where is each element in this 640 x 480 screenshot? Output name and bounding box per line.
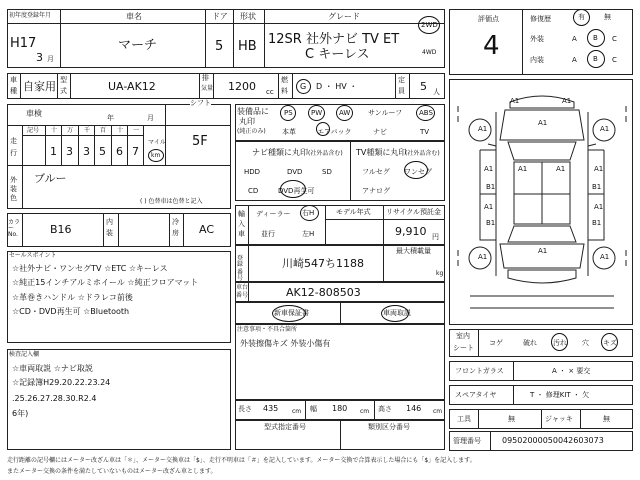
month-unit: 月 xyxy=(47,55,54,63)
damage-mark: A1 xyxy=(594,165,604,173)
tv-title: TV種類に丸印 xyxy=(356,148,407,157)
category-label: 類別区分番号 xyxy=(368,423,410,431)
displacement-value: 1200 xyxy=(228,80,256,93)
airbag-circle xyxy=(316,122,330,136)
drive-2wd: 2WD xyxy=(421,21,438,29)
damage-mark: B1 xyxy=(486,219,496,227)
equipment-title1: 装備品に xyxy=(237,107,269,116)
equip-abs: ABS xyxy=(419,109,433,117)
grade-line2: C キーレス xyxy=(305,47,370,62)
unit-km: km xyxy=(151,152,161,159)
equip-sunroof: サンルーフ xyxy=(368,109,403,117)
car-diagram xyxy=(449,79,633,325)
car-outline xyxy=(450,80,634,326)
damage-mark: A1 xyxy=(594,203,604,211)
seat-opt-tear: 破れ xyxy=(523,339,537,347)
length-value: 435 xyxy=(263,404,279,413)
damage-mark: B1 xyxy=(592,219,602,227)
seat-opt-scratch: キズ xyxy=(603,339,617,347)
mileage-digit: 6 xyxy=(116,145,123,158)
fuel-label1: 燃 xyxy=(281,76,288,84)
first-reg-label: 初年度登録年月 xyxy=(9,12,52,19)
use-value: 自家用 xyxy=(23,80,56,93)
seat-label2: シート xyxy=(453,344,474,352)
glass-value: A ・ × 要交 xyxy=(552,367,591,375)
capacity-value: 5 xyxy=(420,80,427,93)
mileage-digit: 3 xyxy=(66,145,73,158)
tools-value: 無 xyxy=(508,415,515,423)
sales-point-line: ☆CD・DVD再生可 ☆Bluetooth xyxy=(12,307,130,316)
exterior-grade-c: C xyxy=(612,35,617,43)
grade-label: グレード xyxy=(328,12,360,21)
repair-yes: 有 xyxy=(578,13,585,21)
damage-mark: A1 xyxy=(538,119,548,127)
damage-mark: A1 xyxy=(510,97,520,105)
damage-mark: A1 xyxy=(562,97,572,105)
equip-pw: PW xyxy=(311,109,323,117)
digit-label-6: 一 xyxy=(133,127,140,134)
footer-note-1: 走行距離の記号欄にはメーター改ざん車は「＊」、メーター交換車は「$」、走行不明車は「＃」を記入しています。メーター交換で合算表示した場合にも「$」を記入します。 xyxy=(7,457,476,464)
capacity-label2: 員 xyxy=(398,87,405,95)
chassis-value: AK12-808503 xyxy=(286,286,361,299)
equip-leather: 本革 xyxy=(282,128,296,136)
ac-label1: 冷 xyxy=(172,218,179,226)
chassis-label1: 車台 xyxy=(236,284,249,291)
import-parallel: 並行 xyxy=(261,230,275,238)
exterior-grade-b: B xyxy=(593,34,598,42)
equip-ps: PS xyxy=(284,109,293,117)
import-right-h: 右H xyxy=(302,209,315,217)
plate-label2: 番号 xyxy=(237,269,244,282)
fuel-options: D ・ HV ・ xyxy=(316,82,358,91)
tv-analog: アナログ xyxy=(362,187,390,195)
height-unit: cm xyxy=(433,408,443,415)
spare-tire-label: スペアタイヤ xyxy=(455,391,497,399)
import-left-h: 左H xyxy=(302,230,315,238)
max-load-unit: kg xyxy=(436,270,444,277)
equip-airbag: エアバック xyxy=(317,128,352,136)
interior-label1: 内 xyxy=(106,218,113,226)
sales-point-line: ☆革巻きハンドル ☆ドラレコ前後 xyxy=(12,293,133,302)
damage-mark: A1 xyxy=(484,203,494,211)
navi-note: (社外品含む) xyxy=(308,150,343,157)
year-era: H17 xyxy=(10,36,37,51)
length-label: 長さ xyxy=(238,405,252,413)
color-code-label: カラー No. xyxy=(8,219,21,238)
seat-opt-dirty: 汚れ xyxy=(553,339,567,347)
sales-points-title: セールスポイント xyxy=(9,252,57,259)
plate-value: 川崎547ち1188 xyxy=(282,257,364,270)
digit-label-0: 記号 xyxy=(27,127,40,134)
max-load-label: 最大積載量 xyxy=(396,247,431,255)
inspector-note-line: ☆記録簿H29.20.22.23.24 xyxy=(12,378,111,387)
digit-label-4: 百 xyxy=(100,127,107,134)
new-warranty: 新車保証書 xyxy=(274,309,309,317)
damage-mark: B1 xyxy=(592,183,602,191)
spec-row xyxy=(7,73,445,99)
fuel-g: G xyxy=(300,82,307,91)
color-label1: 外 xyxy=(10,176,17,184)
color-value: ブルー xyxy=(34,172,67,185)
use-label1: 車 xyxy=(10,76,17,84)
shift-label: シフト xyxy=(190,99,211,107)
shaken-month-label: 月 xyxy=(147,114,154,122)
digit-label-5: 十 xyxy=(117,127,124,134)
digit-label-2: 万 xyxy=(67,127,74,134)
damage-mark: A1 xyxy=(518,165,528,173)
unit-mile: マイル xyxy=(148,139,166,146)
model-year-label: モデル年式 xyxy=(336,208,371,216)
navi-hdd: HDD xyxy=(244,168,261,176)
displacement-unit: cc xyxy=(266,88,274,96)
grade-line1: 12SR 社外ナビ TV ET xyxy=(268,32,400,47)
management-label: 管理番号 xyxy=(453,437,481,445)
tv-fullseg: フルセグ xyxy=(362,168,390,176)
length-unit: cm xyxy=(292,408,302,415)
navi-cd: CD xyxy=(248,187,259,195)
interior-label2: 装 xyxy=(106,229,113,237)
ac-value: AC xyxy=(199,223,215,236)
inspector-note-line: ☆車両取説 ☆ナビ取説 xyxy=(12,364,93,373)
width-label: 幅 xyxy=(310,405,317,413)
interior-label: 内装 xyxy=(530,56,544,64)
ac-label2: 房 xyxy=(172,229,179,237)
navi-sd: SD xyxy=(322,168,332,176)
import-dealer: ディーラー xyxy=(256,210,291,218)
damage-mark: A1 xyxy=(478,253,488,261)
management-value: 09502000050042603073 xyxy=(502,436,604,445)
damage-mark: A1 xyxy=(478,125,488,133)
interior-grade-b: B xyxy=(593,55,598,63)
exterior-label: 外装 xyxy=(530,35,544,43)
jack-value: 無 xyxy=(603,415,610,423)
equipment-title2: 丸印 xyxy=(239,117,255,126)
drive-4wd: 4WD xyxy=(422,49,437,56)
damage-text: 外装擦傷キズ 外装小傷有 xyxy=(240,339,331,348)
spare-tire-value: T ・ 修理KIT ・ 欠 xyxy=(530,391,590,399)
import-label2: 入 xyxy=(238,220,245,228)
door-label: ドア xyxy=(212,12,228,21)
mileage-digit: 1 xyxy=(50,145,57,158)
capacity-unit: 人 xyxy=(433,88,440,96)
repair-label: 修復歴 xyxy=(530,15,551,23)
damage-mark: A1 xyxy=(538,247,548,255)
displacement-label1: 排 xyxy=(202,74,209,82)
equip-navi: ナビ xyxy=(373,128,387,136)
navi-title: ナビ種類に丸印 xyxy=(252,148,308,157)
mileage-digit: 5 xyxy=(99,145,106,158)
damage-block xyxy=(235,324,445,400)
mileage-label2: 行 xyxy=(10,149,17,157)
type-number-label: 型式指定番号 xyxy=(264,423,306,431)
mileage-digit: 3 xyxy=(83,145,90,158)
model-value: UA-AK12 xyxy=(108,80,156,93)
tv-oneseg: ワンセグ xyxy=(404,168,432,176)
sales-point-line: ☆社外ナビ・ワンセグTV ☆ETC ☆キーレス xyxy=(12,264,168,273)
score: 4 xyxy=(483,31,500,61)
inspector-note-line: .25.26.27.28.30.R2.4 xyxy=(12,394,97,403)
doors: 5 xyxy=(215,39,224,54)
model-label1: 型 xyxy=(60,76,67,84)
shift-value: 5F xyxy=(192,134,208,149)
displacement-label2: 気量 xyxy=(201,85,214,92)
interior-grade-a: A xyxy=(572,56,577,64)
code-row xyxy=(7,213,231,247)
car-name-label: 車名 xyxy=(126,12,142,21)
model-label2: 式 xyxy=(60,87,67,95)
exterior-grade-a: A xyxy=(572,35,577,43)
digit-label-3: 千 xyxy=(84,127,91,134)
recycle-label: リサイクル預託金 xyxy=(386,208,442,216)
chassis-label2: 番号 xyxy=(236,292,249,299)
digit-label-1: 十 xyxy=(51,127,58,134)
tv-note: (社外品含む) xyxy=(405,150,440,157)
shape: HB xyxy=(238,39,257,54)
color-label3: 色 xyxy=(10,194,17,202)
damage-mark: A1 xyxy=(600,253,610,261)
damage-mark: B1 xyxy=(486,183,496,191)
damage-title: 注意事項・不具合箇所 xyxy=(237,326,298,333)
recycle-unit: 円 xyxy=(432,233,439,241)
month-value: 3 xyxy=(36,51,43,64)
navi-dvd: DVD xyxy=(287,168,303,176)
height-label: 高さ xyxy=(378,405,392,413)
equipment-note: (純正のみ) xyxy=(237,128,266,135)
width-value: 180 xyxy=(332,404,348,413)
mileage-digit: 7 xyxy=(132,145,139,158)
equip-aw: AW xyxy=(339,109,351,117)
footer-note-2: またメーター交換の条件を満たしていないものはメーター改ざん車とします。 xyxy=(7,468,217,475)
seat-opt-burn: コゲ xyxy=(489,339,503,347)
mileage-label1: 走 xyxy=(10,137,17,145)
import-label1: 輸 xyxy=(238,210,245,218)
seat-label1: 室内 xyxy=(456,332,470,340)
use-label2: 種 xyxy=(10,87,17,95)
color-label2: 装 xyxy=(10,185,17,193)
shaken-label: 車検 xyxy=(26,109,42,118)
tools-label: 工具 xyxy=(457,415,471,423)
plate-label1: 登録 xyxy=(237,255,244,268)
sales-point-line: ☆純正15インチアルミホイール ☆純正フロアマット xyxy=(12,278,199,287)
interior-grade-c: C xyxy=(612,56,617,64)
color-code: B16 xyxy=(50,223,72,236)
import-label3: 車 xyxy=(238,230,245,238)
car-name: マーチ xyxy=(118,38,158,53)
repair-no: 無 xyxy=(604,13,611,21)
shape-label: 形状 xyxy=(240,12,256,21)
width-unit: cm xyxy=(360,408,370,415)
score-label: 評価点 xyxy=(478,15,499,23)
inspector-notes-title: 検査記入欄 xyxy=(9,351,40,358)
shaken-year-label: 年 xyxy=(107,114,114,122)
fuel-label2: 料 xyxy=(281,87,288,95)
damage-mark: A1 xyxy=(556,165,566,173)
damage-mark: A1 xyxy=(600,125,610,133)
seat-opt-hole: 穴 xyxy=(582,339,589,347)
equip-tv: TV xyxy=(420,128,430,136)
capacity-label1: 定 xyxy=(398,76,405,84)
damage-mark: A1 xyxy=(484,165,494,173)
glass-label: フロントガラス xyxy=(455,367,504,375)
manual: 車両取説 xyxy=(383,309,411,317)
inspector-note-line: 6年) xyxy=(12,409,29,418)
navi-dvd-playback: DVD再生可 xyxy=(278,187,315,195)
color-note: ( ) 色替車は色替と記入 xyxy=(140,198,203,205)
height-value: 146 xyxy=(406,404,422,413)
recycle-value: 9,910 xyxy=(395,225,427,238)
jack-label: ジャッキ xyxy=(545,415,573,423)
